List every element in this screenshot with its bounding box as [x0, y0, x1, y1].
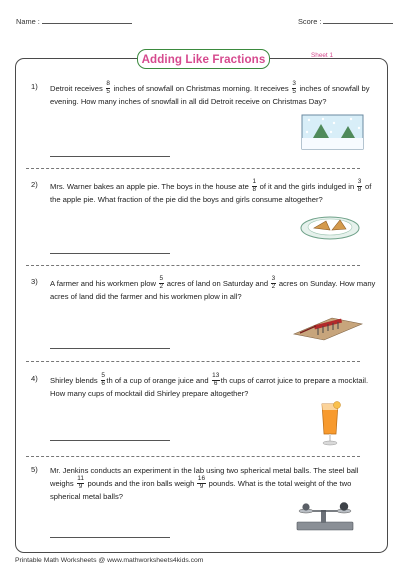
fraction: $\frac{3}{5}$: [292, 80, 296, 95]
problem-text: Shirley blends $\frac{5}{6}$ th of a cup of orange juice and $\frac{13}{6}$ th cups of carrot juice to prepare a mocktail. How many cups of mocktail did Shirley prepare altogether?: [50, 372, 369, 399]
apple-pie-picture: [300, 214, 360, 245]
problem-text: Mrs. Warner bakes an apple pie. The boys in the house ate $\frac{1}{8}$ of it and the girls indulged in $\frac{3}{8}$ of the apple pie. What fraction of the pie did the boys and girls consume altogether?: [50, 178, 372, 205]
score-line[interactable]: [323, 23, 393, 24]
score-label: Score :: [298, 17, 322, 26]
problem-number: 1): [31, 82, 38, 91]
worksheet-title: Adding Like Fractions: [137, 49, 270, 69]
answer-line[interactable]: [50, 156, 170, 157]
fraction: $\frac{13}{6}$: [212, 372, 220, 387]
juice-glass-picture: [318, 400, 342, 451]
fraction: $\frac{16}{9}$: [197, 475, 206, 490]
name-line[interactable]: [42, 23, 132, 24]
score-field: [298, 17, 393, 26]
problem-number: 3): [31, 277, 38, 286]
name-field: [16, 17, 132, 26]
plow-picture: [292, 312, 364, 347]
footer-credit: Printable Math Worksheets @ www.mathworksheets4kids.com: [15, 557, 204, 564]
problem-number: 4): [31, 374, 38, 383]
answer-line[interactable]: [50, 348, 170, 349]
separator: [26, 168, 360, 169]
problem-text: Mr. Jenkins conducts an experiment in the lab using two spherical metal balls. The steel ball weighs $\frac{11}{9}$ pounds and the iron balls weigh $\frac{16}{9}$ pounds. What is the total weight of the two spherical metal balls?: [50, 466, 359, 502]
snowfall-picture: [301, 114, 364, 155]
separator: [26, 361, 360, 362]
fraction: $\frac{8}{5}$: [106, 80, 110, 95]
problem-number: 2): [31, 180, 38, 189]
separator: [26, 456, 360, 457]
name-label: Name :: [16, 17, 40, 26]
answer-line[interactable]: [50, 253, 170, 254]
fraction: $\frac{5}{6}$: [101, 372, 105, 387]
fraction: $\frac{11}{9}$: [77, 475, 84, 490]
answer-line[interactable]: [50, 440, 170, 441]
fraction: $\frac{3}{2}$: [271, 275, 276, 290]
problem-text: A farmer and his workmen plow $\frac{5}{2}$ acres of land on Saturday and $\frac{3}{2}$ acres on Sunday. How many acres of land did the farmer and his workmen plow in all?: [50, 275, 376, 302]
fraction: $\frac{1}{8}$: [252, 178, 256, 193]
separator: [26, 265, 360, 266]
problem-number: 5): [31, 465, 38, 474]
sheet-label: Sheet 1: [311, 52, 334, 59]
problem-text: Detroit receives $\frac{8}{5}$ inches of snowfall on Christmas morning. It receives $\frac{3}{5}$ inches of snowfall by evening. How many inches of snowfall in all did Detroit receive on Christmas Day?: [50, 80, 370, 107]
balance-scale-picture: [293, 502, 357, 537]
answer-line[interactable]: [50, 537, 170, 538]
fraction: $\frac{3}{8}$: [357, 178, 362, 193]
fraction: $\frac{5}{2}$: [159, 275, 164, 290]
